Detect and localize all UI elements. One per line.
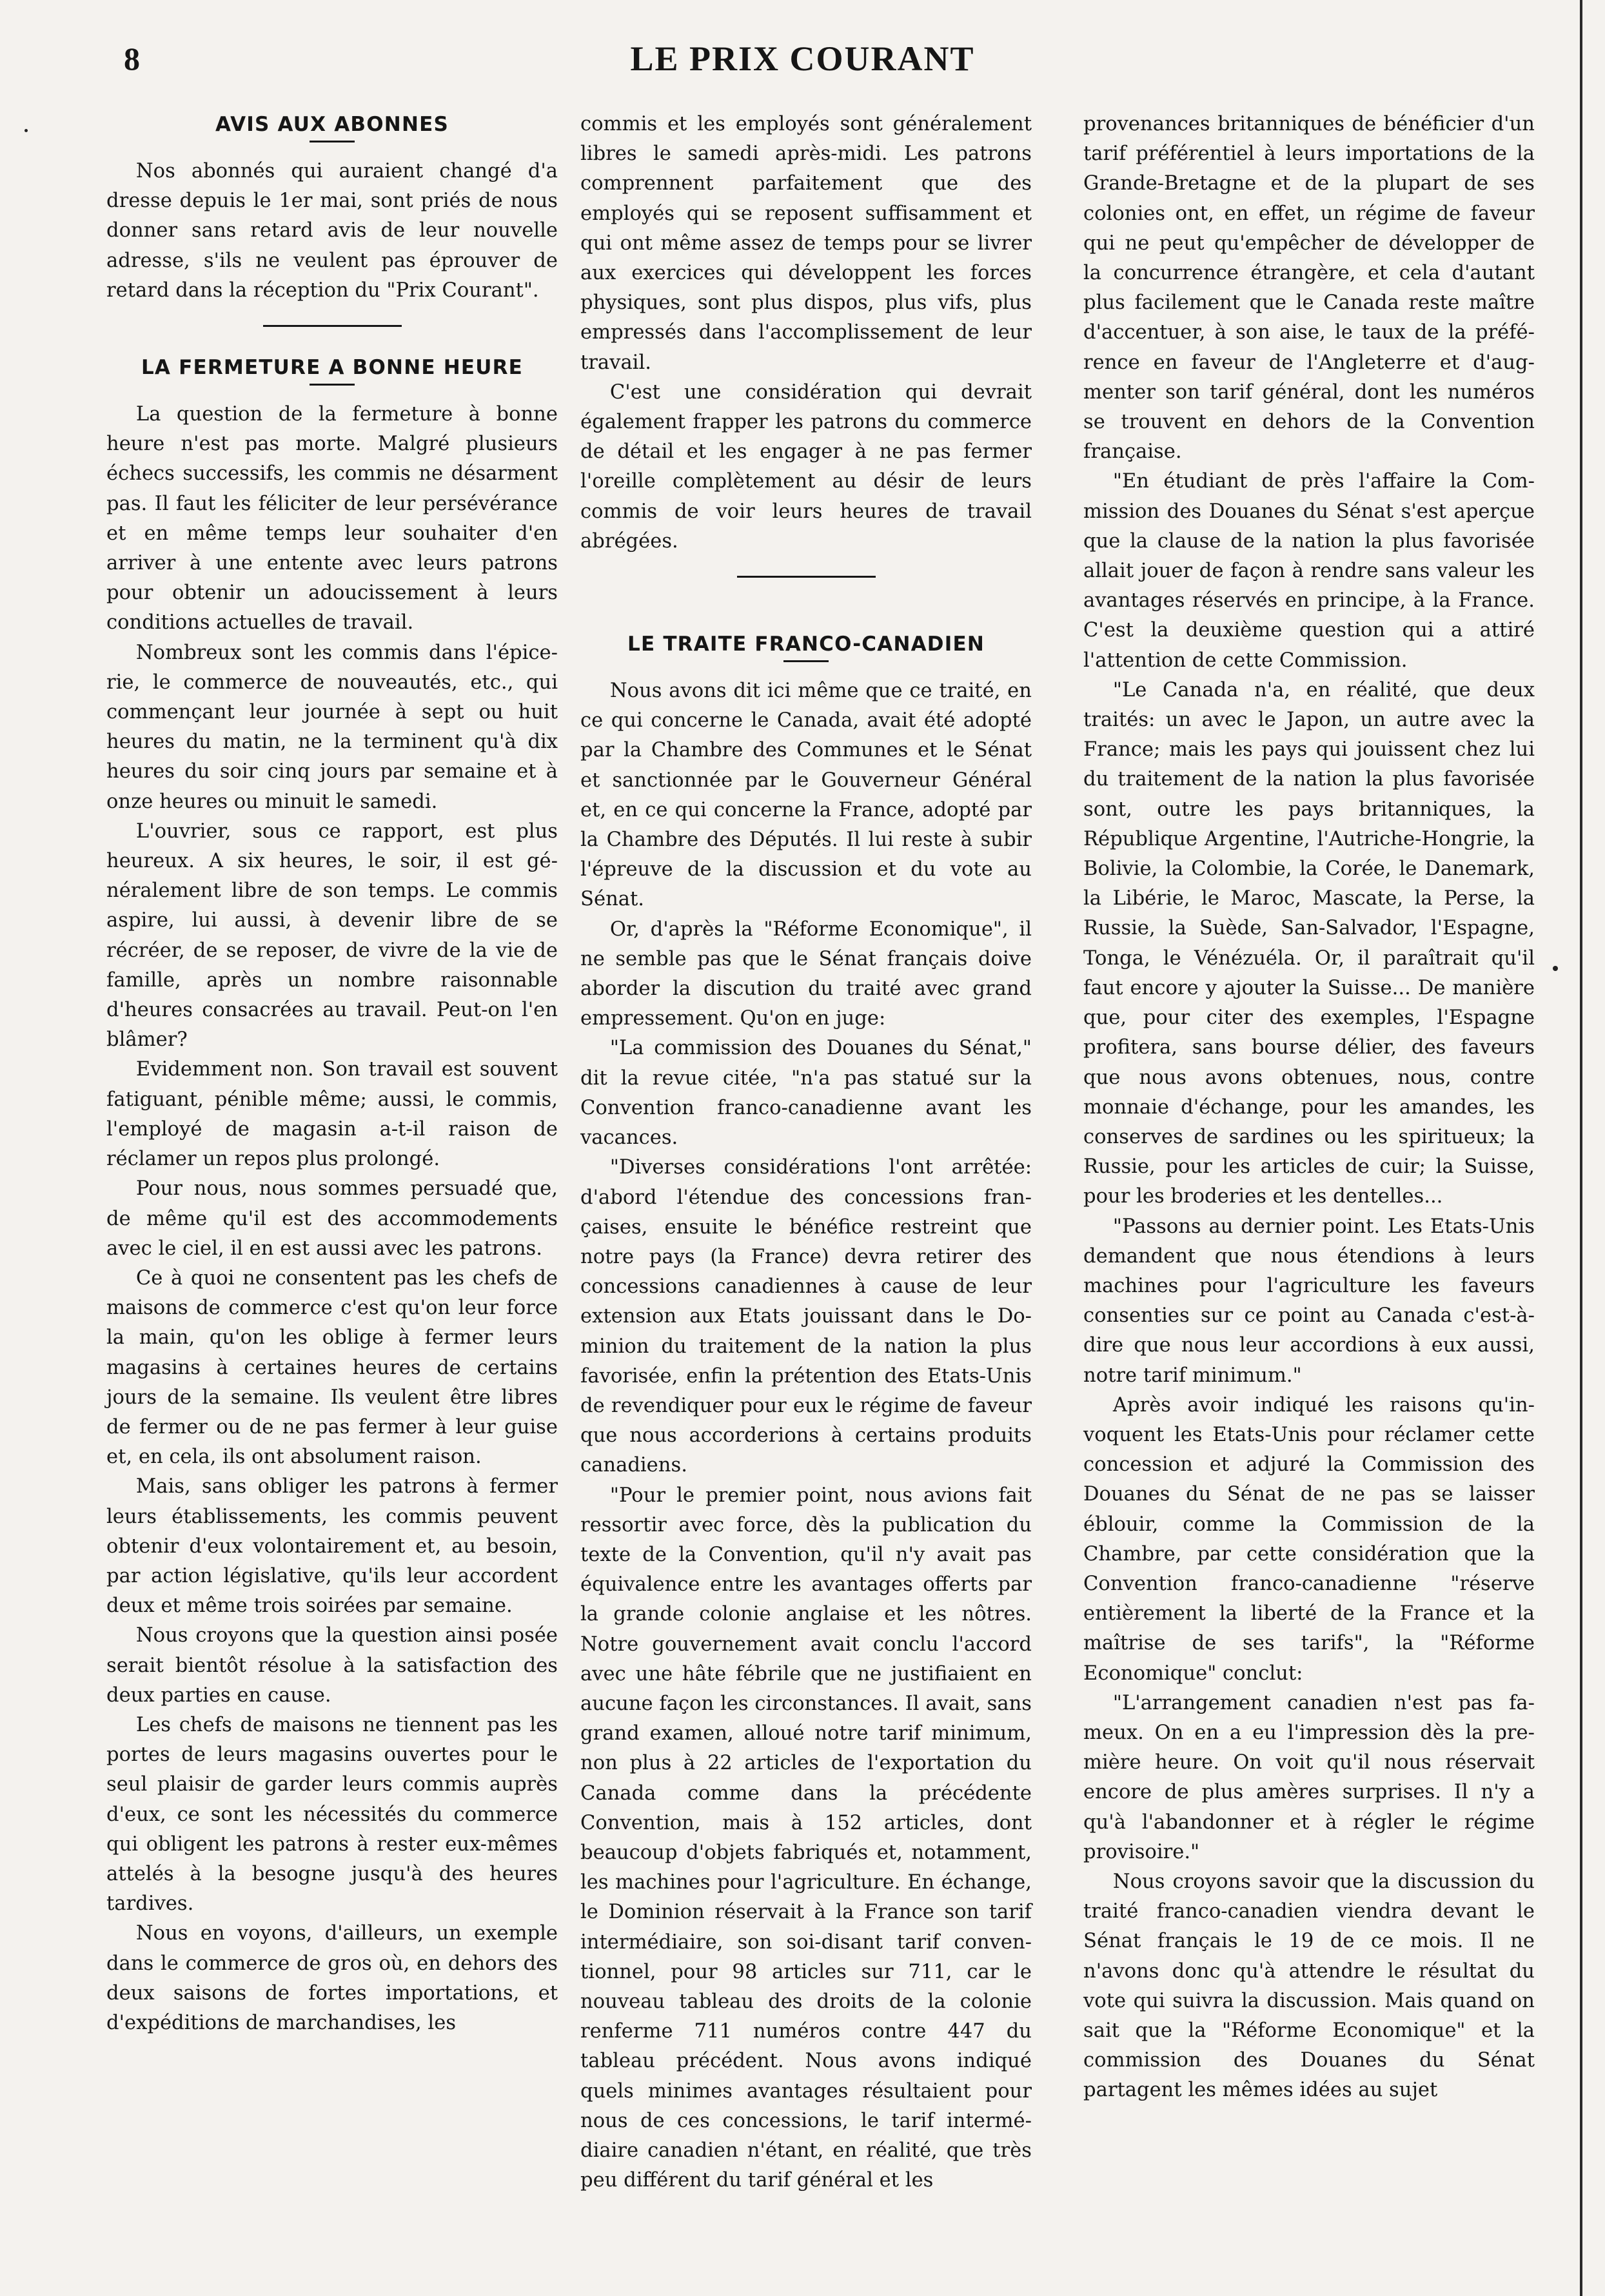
paragraph: Nous croyons savoir que la discussion du traité franco-canadien viendra devant le Sénat français le 19 de ce mois. Il ne n'avons donc qu'à attendre le résultat du vote qui suivra la discussion. Mais quand on sait que la "Réforme Economique" et la commission des Douanes du Sénat partagent les mêmes idées au sujet	[1083, 1870, 1535, 2102]
page-number: 8	[124, 41, 140, 77]
section-heading: LE TRAITE FRANCO-CANADIEN	[627, 633, 985, 656]
section-divider	[737, 576, 876, 578]
paragraph: Nous croyons que la question ainsi posée serait bientôt résolue à la satisfaction des deux parties en cause.	[106, 1624, 558, 1707]
paragraph: Evidemment non. Son travail est souvent fatiguant, pénible même; aussi, le commis, l'employé de magasin a-t-il raison de réclamer un repos plus prolongé.	[106, 1058, 558, 1171]
margin-dot	[1553, 966, 1558, 971]
column-2	[580, 110, 1032, 2195]
paragraph: Or, d'après la "Réforme Economique", il ne semble pas que le Sénat français doive aborder la discution du traité avec grand empressement. Qu'on en juge:	[580, 917, 1032, 1030]
section-heading: LA FERMETURE A BONNE HEURE	[141, 356, 524, 380]
paragraph: "Pour le premier point, nous avions fait ressortir avec force, dès la publication du texte de la Convention, qu'il n'y avait pas équivalence entre les avantages offerts par la grande colonie anglaise et les nôtres. Notre gouvernement avait conclu l'accord avec une hâte fébrile que ne justifiaient en aucune façon les circonstances. Il avait, sans grand examen, alloué notre tarif minimum, non plus à 22 articles de l'exportation du Canada comme dans la précédente Convention, mais à 152 articles, dont beaucoup d'objets fabriqués et, notamment, les machines pour l'agriculture. En échange, le Dominion réservait à la France son tarif intermédiaire, son soi-disant tarif conventionnel, pour 98 articles sur 711, car le nouveau tableau des droits de la colonie renferme 711 numéros contre 447 du tableau précédent. Nous avons indiqué quels minimes avantages résultaient pour nous de ces concessions, le tarif intermédiaire canadien n'étant, en réalité, que très peu différent du tarif général et les	[580, 1484, 1032, 2192]
paragraph: Ce à quoi ne consentent pas les chefs de maisons de commerce c'est qu'on leur force la main, qu'on les oblige à fermer leurs magasins à certaines heures de certains jours de la semaine. Ils veulent être libres de fermer ou de ne pas fermer à leur guise et, en cela, ils ont absolument raison.	[106, 1266, 558, 1469]
paragraph: "La commission des Douanes du Sénat," dit la revue citée, "n'a pas statué sur la Convention franco-canadienne avant les vacances.	[580, 1037, 1032, 1150]
section-heading: AVIS AUX ABONNES	[215, 113, 449, 136]
paragraph: L'ouvrier, sous ce rapport, est plus heureux. A six heures, le soir, il est généralement libre de son temps. Le commis aspire, lui aussi, à devenir libre de se récréer, de se reposer, de vivre de la vie de famille, après un nombre raisonnable d'heures consacrées au travail. Peut-on l'en blâmer?	[106, 819, 558, 1052]
paragraph: Nos abonnés qui auraient changé d'a dresse depuis le 1er mai, sont priés de nous donner sans retard avis de leur nouvelle adresse, s'ils ne veulent pas éprouver de retard dans la réception du "Prix Courant".	[106, 160, 558, 302]
spacer	[580, 603, 1032, 629]
paragraph: Mais, sans obliger les patrons à fermer leurs établissements, les commis peuvent obtenir d'eux volontairement et, au besoin, par action législative, qu'ils leur accordent deux et même trois soirées par semaine.	[106, 1475, 558, 1618]
paragraph-continued: provenances britanniques de bénéficier d'un tarif préférentiel à leurs importations de la Grande-Bretagne et de la plupart de ses colonies ont, en effet, un régime de faveur qui ne peut qu'empêcher de développer de la concurrence étrangère, et cela d'autant plus facilement que le Canada reste maître d'accentuer, à son aise, le taux de la préférence en faveur de l'Angleterre et d'augmenter son tarif général, dont les numéros se trouvent en dehors de la Convention française.	[1083, 113, 1535, 464]
heading-underline	[310, 141, 355, 142]
margin-dot	[25, 129, 28, 132]
scan-edge-rule	[1580, 0, 1582, 2296]
paragraph: "Diverses considérations l'ont arrêtée: d'abord l'étendue des concessions françaises, ensuite le bénéfice restreint que notre pays (la France) devra retirer des concessions canadiennes à cause de leur extension aux Etats jouissant dans le Dominion du traitement de la nation la plus favorisée, enfin la prétention des Etats-Unis de revendiquer pour eux le régime de faveur que nous accorderions à certains produits canadiens.	[580, 1156, 1032, 1477]
heading-underline	[783, 660, 829, 662]
column-1	[106, 110, 558, 2038]
paragraph: "Le Canada n'a, en réalité, que deux traités: un avec le Japon, un autre avec la France; mais les pays qui jouissent chez lui du traitement de la nation la plus favorisée sont, outre les pays britanniques, la République Argentine, l'Autriche-Hongrie, la Bolivie, la Colombie, la Corée, le Danemark, la Libérie, le Maroc, Mascate, la Perse, la Russie, la Suède, San-Salvador, l'Espagne, Tonga, le Vénézuéla. Or, il paraîtrait qu'il faut encore y ajouter la Suisse... De manière que, pour citer des exemples, l'Espagne profitera, sans bourse délier, des faveurs que nous avons obtenues, nous, contre monnaie d'échange, pour les amandes, les conserves de sardines ou les spiritueux; la Russie, pour les articles de cuir; la Suisse, pour les broderies et les dentelles...	[1083, 678, 1535, 1208]
paragraph: Pour nous, nous sommes persuadé que, de même qu'il est des accommodements avec le ciel, il en est aussi avec les patrons.	[106, 1177, 558, 1260]
paragraph: Nous en voyons, d'ailleurs, un exemple dans le commerce de gros où, en dehors des deux saisons de fortes importations, et d'expéditions de marchandises, les	[106, 1922, 558, 2034]
heading-underline	[310, 384, 355, 386]
paragraph: "L'arrangement canadien n'est pas fameux. On en a eu l'impression dès la première heure. On voit qu'il nous réservait encore de plus amères surprises. Il n'y a qu'à l'abandonner et à régler le régime provisoire."	[1083, 1691, 1535, 1863]
paragraph: "En étudiant de près l'affaire la Commission des Douanes du Sénat s'est aperçue que la clause de la nation la plus favorisée allait jouer de façon à rendre sans valeur les avantages réservés en principe, à la France. C'est la deuxième question qui a attiré l'attention de cette Commission.	[1083, 470, 1535, 672]
paragraph: Nombreux sont les commis dans l'épicerie, le commerce de nouveautés, etc., qui commençant leur journée à sept ou huit heures du matin, ne la terminent qu'à dix heures du soir cinq jours par semaine et à onze heures ou minuit le samedi.	[106, 641, 558, 813]
masthead-title: LE PRIX COURANT	[630, 39, 975, 78]
paragraph: Après avoir indiqué les raisons qu'invoquent les Etats-Unis pour réclamer cette concession et adjuré la Commission des Douanes du Sénat de ne pas se laisser éblouir, comme la Commission de la Chambre, par cette considération que la Convention franco-canadienne "réserve entièrement la liberté de la France et la maîtrise de ses tarifs", la "Réforme Economique" conclut:	[1083, 1393, 1535, 1685]
paragraph: La question de la fermeture à bonne heure n'est pas morte. Malgré plusieurs échecs successifs, les commis ne désarment pas. Il faut les féliciter de leur persévérance et en même temps leur souhaiter d'en arriver à une entente avec leurs patrons pour obtenir un adoucissement à leurs conditions actuelles de travail.	[106, 403, 558, 634]
paragraph: Les chefs de maisons ne tiennent pas les portes de leurs magasins ouvertes pour le seul plaisir de garder leurs commis auprès d'eux, ce sont les nécessités du commerce qui obligent les patrons à rester eux-mêmes attelés à la besogne jusqu'à des heures tardives.	[106, 1713, 558, 1916]
paragraph: Nous avons dit ici même que ce traité, en ce qui concerne le Canada, avait été adopté par la Chambre des Communes et le Sénat et sanctionnée par le Gouverneur Général et, en ce qui concerne la France, adopté par la Chambre des Députés. Il lui reste à subir l'épreuve de la discussion et du vote au Sénat.	[580, 680, 1032, 911]
column-3	[1083, 110, 1535, 2106]
paragraph: C'est une considération qui devrait également frapper les patrons du commerce de détail et les engager à ne pas fermer l'oreille complètement au désir de leurs commis de voir leurs heures de travail abrégées.	[580, 380, 1032, 553]
paragraph: "Passons au dernier point. Les Etats-Unis demandent que nous étendions à leurs machines pour l'agriculture les faveurs consenties sur ce point au Canada c'est-à-dire que nous leur accordions à eux aussi, notre tarif minimum."	[1083, 1215, 1535, 1387]
paragraph-continued: commis et les employés sont généralement libres le samedi après-midi. Les patrons comprennent parfaitement que des employés qui se reposent suffisamment et qui ont même assez de temps pour se livrer aux exercices qui développent les forces physiques, sont plus dispos, plus vifs, plus empressés dans l'accomplissement de leur travail.	[580, 113, 1032, 374]
section-divider	[263, 325, 402, 327]
